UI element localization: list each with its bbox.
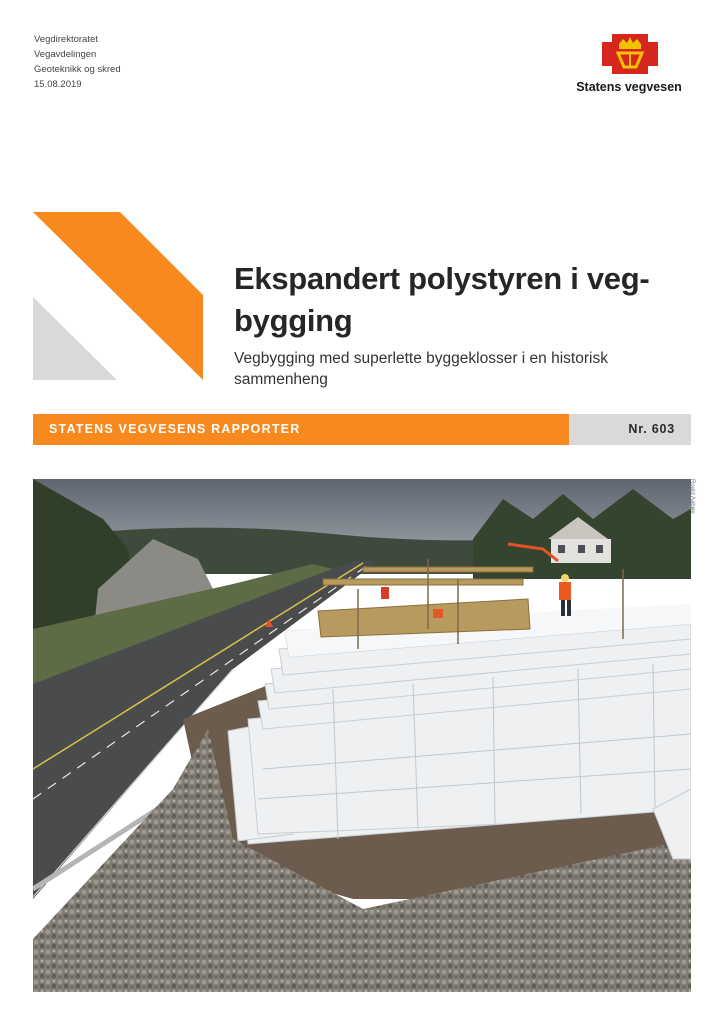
photo-credit: Roald Aabøe xyxy=(689,479,695,514)
decorative-chevron-graphic xyxy=(33,212,203,382)
series-label: STATENS VEGVESENS RAPPORTER xyxy=(49,422,301,436)
eps-construction-photo xyxy=(33,479,691,992)
meta-department: Vegavdelingen xyxy=(34,49,97,60)
statens-vegvesen-logo xyxy=(565,32,695,102)
meta-date: 15.08.2019 xyxy=(34,79,82,90)
meta-section: Geoteknikk og skred xyxy=(34,64,121,75)
shield-crown-icon xyxy=(602,32,658,76)
cover-photo xyxy=(33,479,691,992)
report-number-box xyxy=(569,414,691,445)
report-subtitle: Vegbygging med superlette byggeklosser i en historisk sammenheng xyxy=(234,350,608,388)
report-number: Nr. 603 xyxy=(628,422,675,436)
meta-agency: Vegdirektoratet xyxy=(34,34,98,45)
report-title: Ekspandert polystyren i veg-bygging xyxy=(234,261,650,338)
document-meta xyxy=(34,32,121,92)
logo-text: Statens vegvesen xyxy=(576,80,682,94)
series-band xyxy=(33,414,569,445)
